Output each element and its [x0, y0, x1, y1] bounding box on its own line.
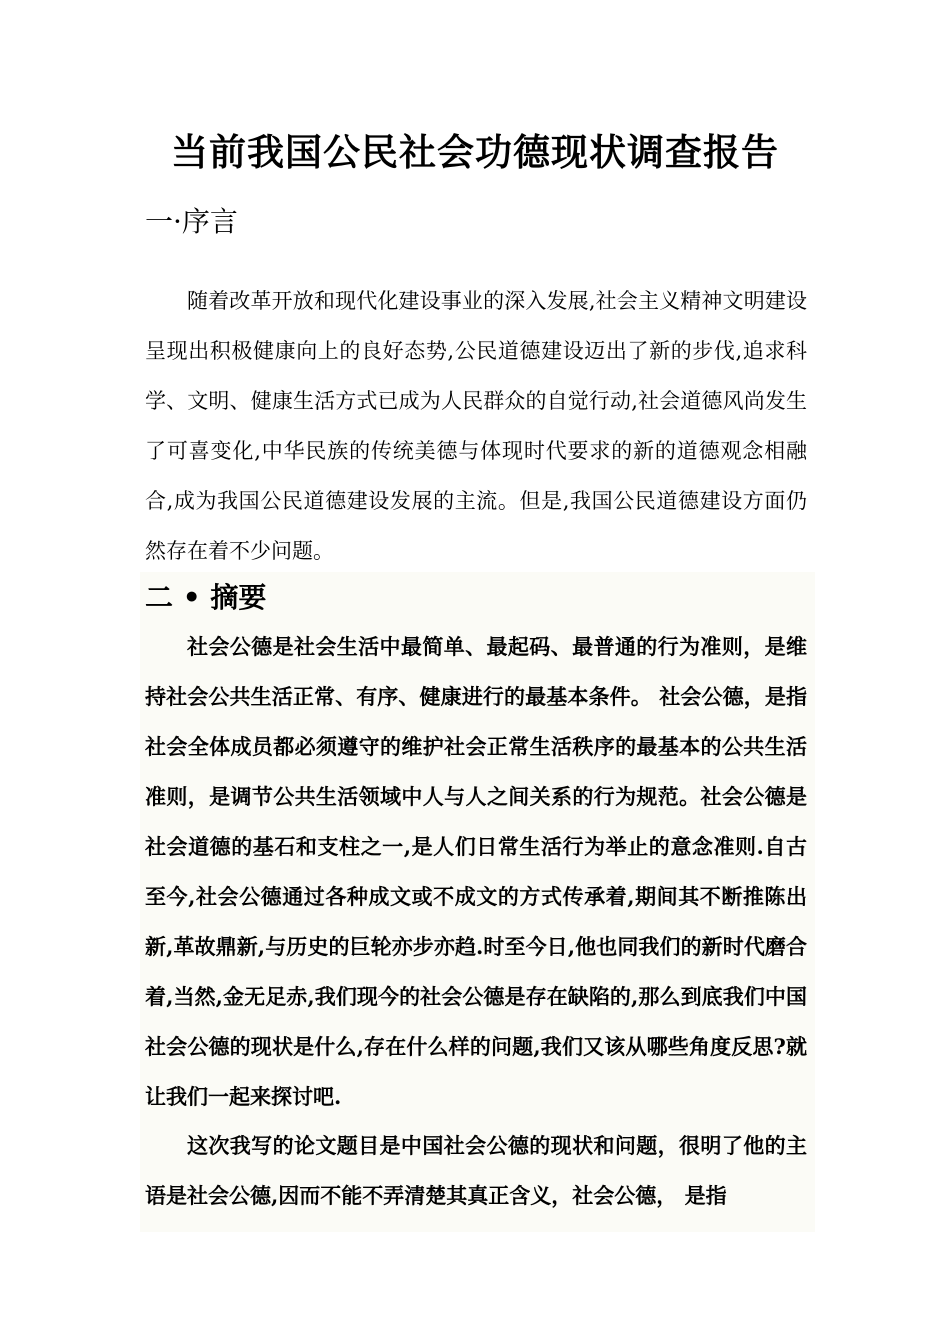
abstract-paragraph: 社会公德是社会生活中最简单、最起码、最普通的行为准则，是维持社会公共生活正常、有序、健康进行的最基本条件。 社会公德，是指社会全体成员都必须遵守的维护社会正常生活秩序的最基本的公共生活准则，是调节公共生活领域中人与人之间关系的行为规范。社会公德是社会道德的基石和支柱之一,是人们日常生活行为举止的意念准则.自古至今,社会公德通过各种成文或不成文的方式传承着,期间其不断推陈出新,革故鼎新,与历史的巨轮亦步亦趋.时至今日,他也同我们的新时代磨合着,当然,金无足赤,我们现今的社会公德是存在缺陷的,那么到底我们中国社会公德的现状是什么,存在什么样的问题,我们又该从哪些角度反思?就让我们一起来探讨吧. — [145, 634, 807, 1109]
document-title: 当前我国公民社会功德现状调查报告 — [171, 130, 779, 174]
preface-paragraph: 随着改革开放和现代化建设事业的深入发展,社会主义精神文明建设呈现出积极健康向上的良好态势,公民道德建设迈出了新的步伐,追求科学、文明、健康生活方式已成为人民群众的自觉行动,社会道德风尚发生了可喜变化,中华民族的传统美德与体现时代要求的新的道德观念相融合,成为我国公民道德建设发展的主流。但是,我国公民道德建设方面仍然存在着不少问题。 — [145, 289, 807, 563]
section-heading-preface: 一·序言 — [145, 205, 238, 238]
abstract-paragraph: 这次我写的论文题目是中国社会公德的现状和问题，很明了他的主语是社会公德,因而不能不弄清楚其真正含义，社会公德， 是指 — [145, 1133, 807, 1208]
section-heading-abstract: 二 • 摘要 — [145, 581, 267, 614]
